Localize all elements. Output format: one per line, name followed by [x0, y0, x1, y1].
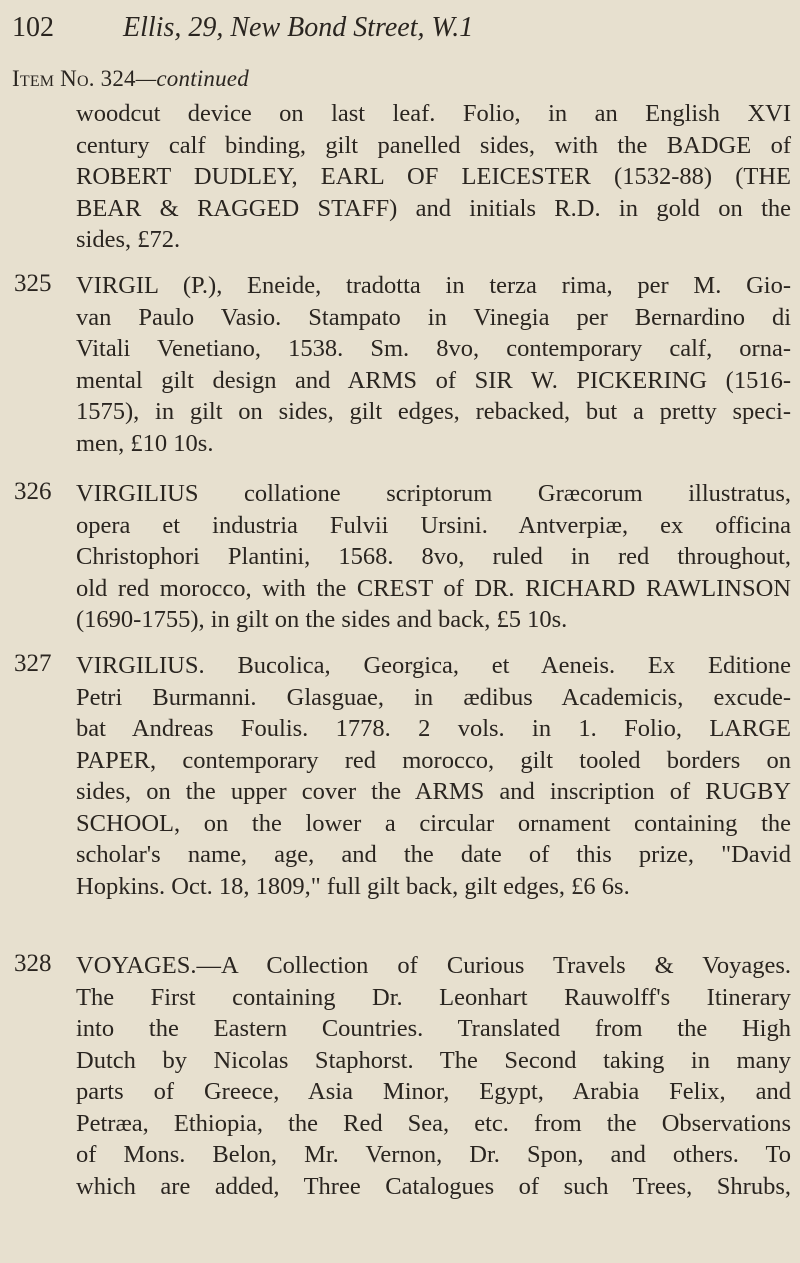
entry-line: BEAR & RAGGED STAFF) and initials R.D. in gold on the [76, 194, 791, 222]
entry-text [76, 270, 791, 459]
entry-line: (1690-1755), in gilt on the sides and back, £5 10s. [76, 606, 568, 633]
entry-line: SCHOOL, on the lower a circular ornament containing the [76, 809, 791, 837]
entry-line: sides, on the upper cover the ARMS and inscription of RUGBY [76, 778, 791, 805]
entry-line: VIRGILIUS. Bucolica, Georgica, et Aeneis. Ex Editione [76, 652, 791, 679]
entry-line: Christophori Plantini, 1568. 8vo, ruled in red throughout, [76, 543, 791, 570]
lot-number: 325 [14, 270, 52, 297]
entry-line: which are added, Three Catalogues of such Trees, Shrubs, [76, 1172, 791, 1200]
lot-number: 328 [14, 950, 52, 977]
entry-line: PAPER, contemporary red morocco, gilt tooled borders on [76, 746, 791, 774]
entry-line: century calf binding, gilt panelled sides, with the BADGE of [76, 131, 791, 159]
running-title: Ellis, 29, New Bond Street, W.1 [123, 12, 474, 43]
entry-line: VIRGILIUS collatione scriptorum Græcorum illustratus, [76, 480, 791, 507]
continued-label: —continued [135, 66, 249, 91]
entry-line: VOYAGES.—A Collection of Curious Travels & Voyages. [76, 952, 791, 979]
entry-line: mental gilt design and ARMS of SIR W. PICKERING (1516- [76, 366, 791, 394]
entry-line: 1575), in gilt on sides, gilt edges, rebacked, but a pretty speci- [76, 398, 791, 425]
lot-number: 327 [14, 650, 52, 677]
running-head [0, 12, 800, 52]
entry-text [76, 478, 791, 636]
entry-line: van Paulo Vasio. Stampato in Vinegia per Bernardino di [76, 303, 791, 331]
entry-line: Petræa, Ethiopia, the Red Sea, etc. from the Observations [76, 1109, 791, 1137]
lot-number: 326 [14, 478, 52, 505]
entry-line: The First containing Dr. Leonhart Rauwolff's Itinerary [76, 983, 791, 1011]
page-number: 102 [12, 12, 54, 43]
entry-line: Vitali Venetiano, 1538. Sm. 8vo, contemporary calf, orna- [76, 335, 791, 362]
entry-line: opera et industria Fulvii Ursini. Antverpiæ, ex officina [76, 511, 791, 539]
entry-line: woodcut device on last leaf. Folio, in an English XVI [76, 100, 791, 127]
entry-line: Petri Burmanni. Glasguae, in ædibus Academicis, excude- [76, 683, 791, 711]
entry-line: men, £10 10s. [76, 429, 214, 457]
entry-line: sides, £72. [76, 226, 181, 253]
entry-line: parts of Greece, Asia Minor, Egypt, Arabia Felix, and [76, 1078, 791, 1105]
entry-line: ROBERT DUDLEY, EARL OF LEICESTER (1532-88) (THE [76, 163, 791, 190]
entry-line: into the Eastern Countries. Translated from the High [76, 1015, 791, 1042]
entry-line: VIRGIL (P.), Eneide, tradotta in terza rima, per M. Gio- [76, 272, 791, 299]
entry-text [76, 650, 791, 902]
entry-text [76, 950, 791, 1202]
continued-heading [12, 66, 249, 92]
entry-line: Hopkins. Oct. 18, 1809," full gilt back, gilt edges, £6 6s. [76, 872, 630, 900]
entry-line: scholar's name, age, and the date of this prize, "David [76, 841, 791, 868]
entry-line: bat Andreas Foulis. 1778. 2 vols. in 1. Folio, LARGE [76, 715, 791, 742]
entry-line: of Mons. Belon, Mr. Vernon, Dr. Spon, and others. To [76, 1141, 791, 1168]
item-label: Item No. 324 [12, 66, 136, 91]
entry-line: Dutch by Nicolas Staphorst. The Second taking in many [76, 1046, 791, 1074]
entry-text [76, 98, 791, 256]
entry-line: old red morocco, with the CREST of DR. RICHARD RAWLINSON [76, 574, 791, 602]
